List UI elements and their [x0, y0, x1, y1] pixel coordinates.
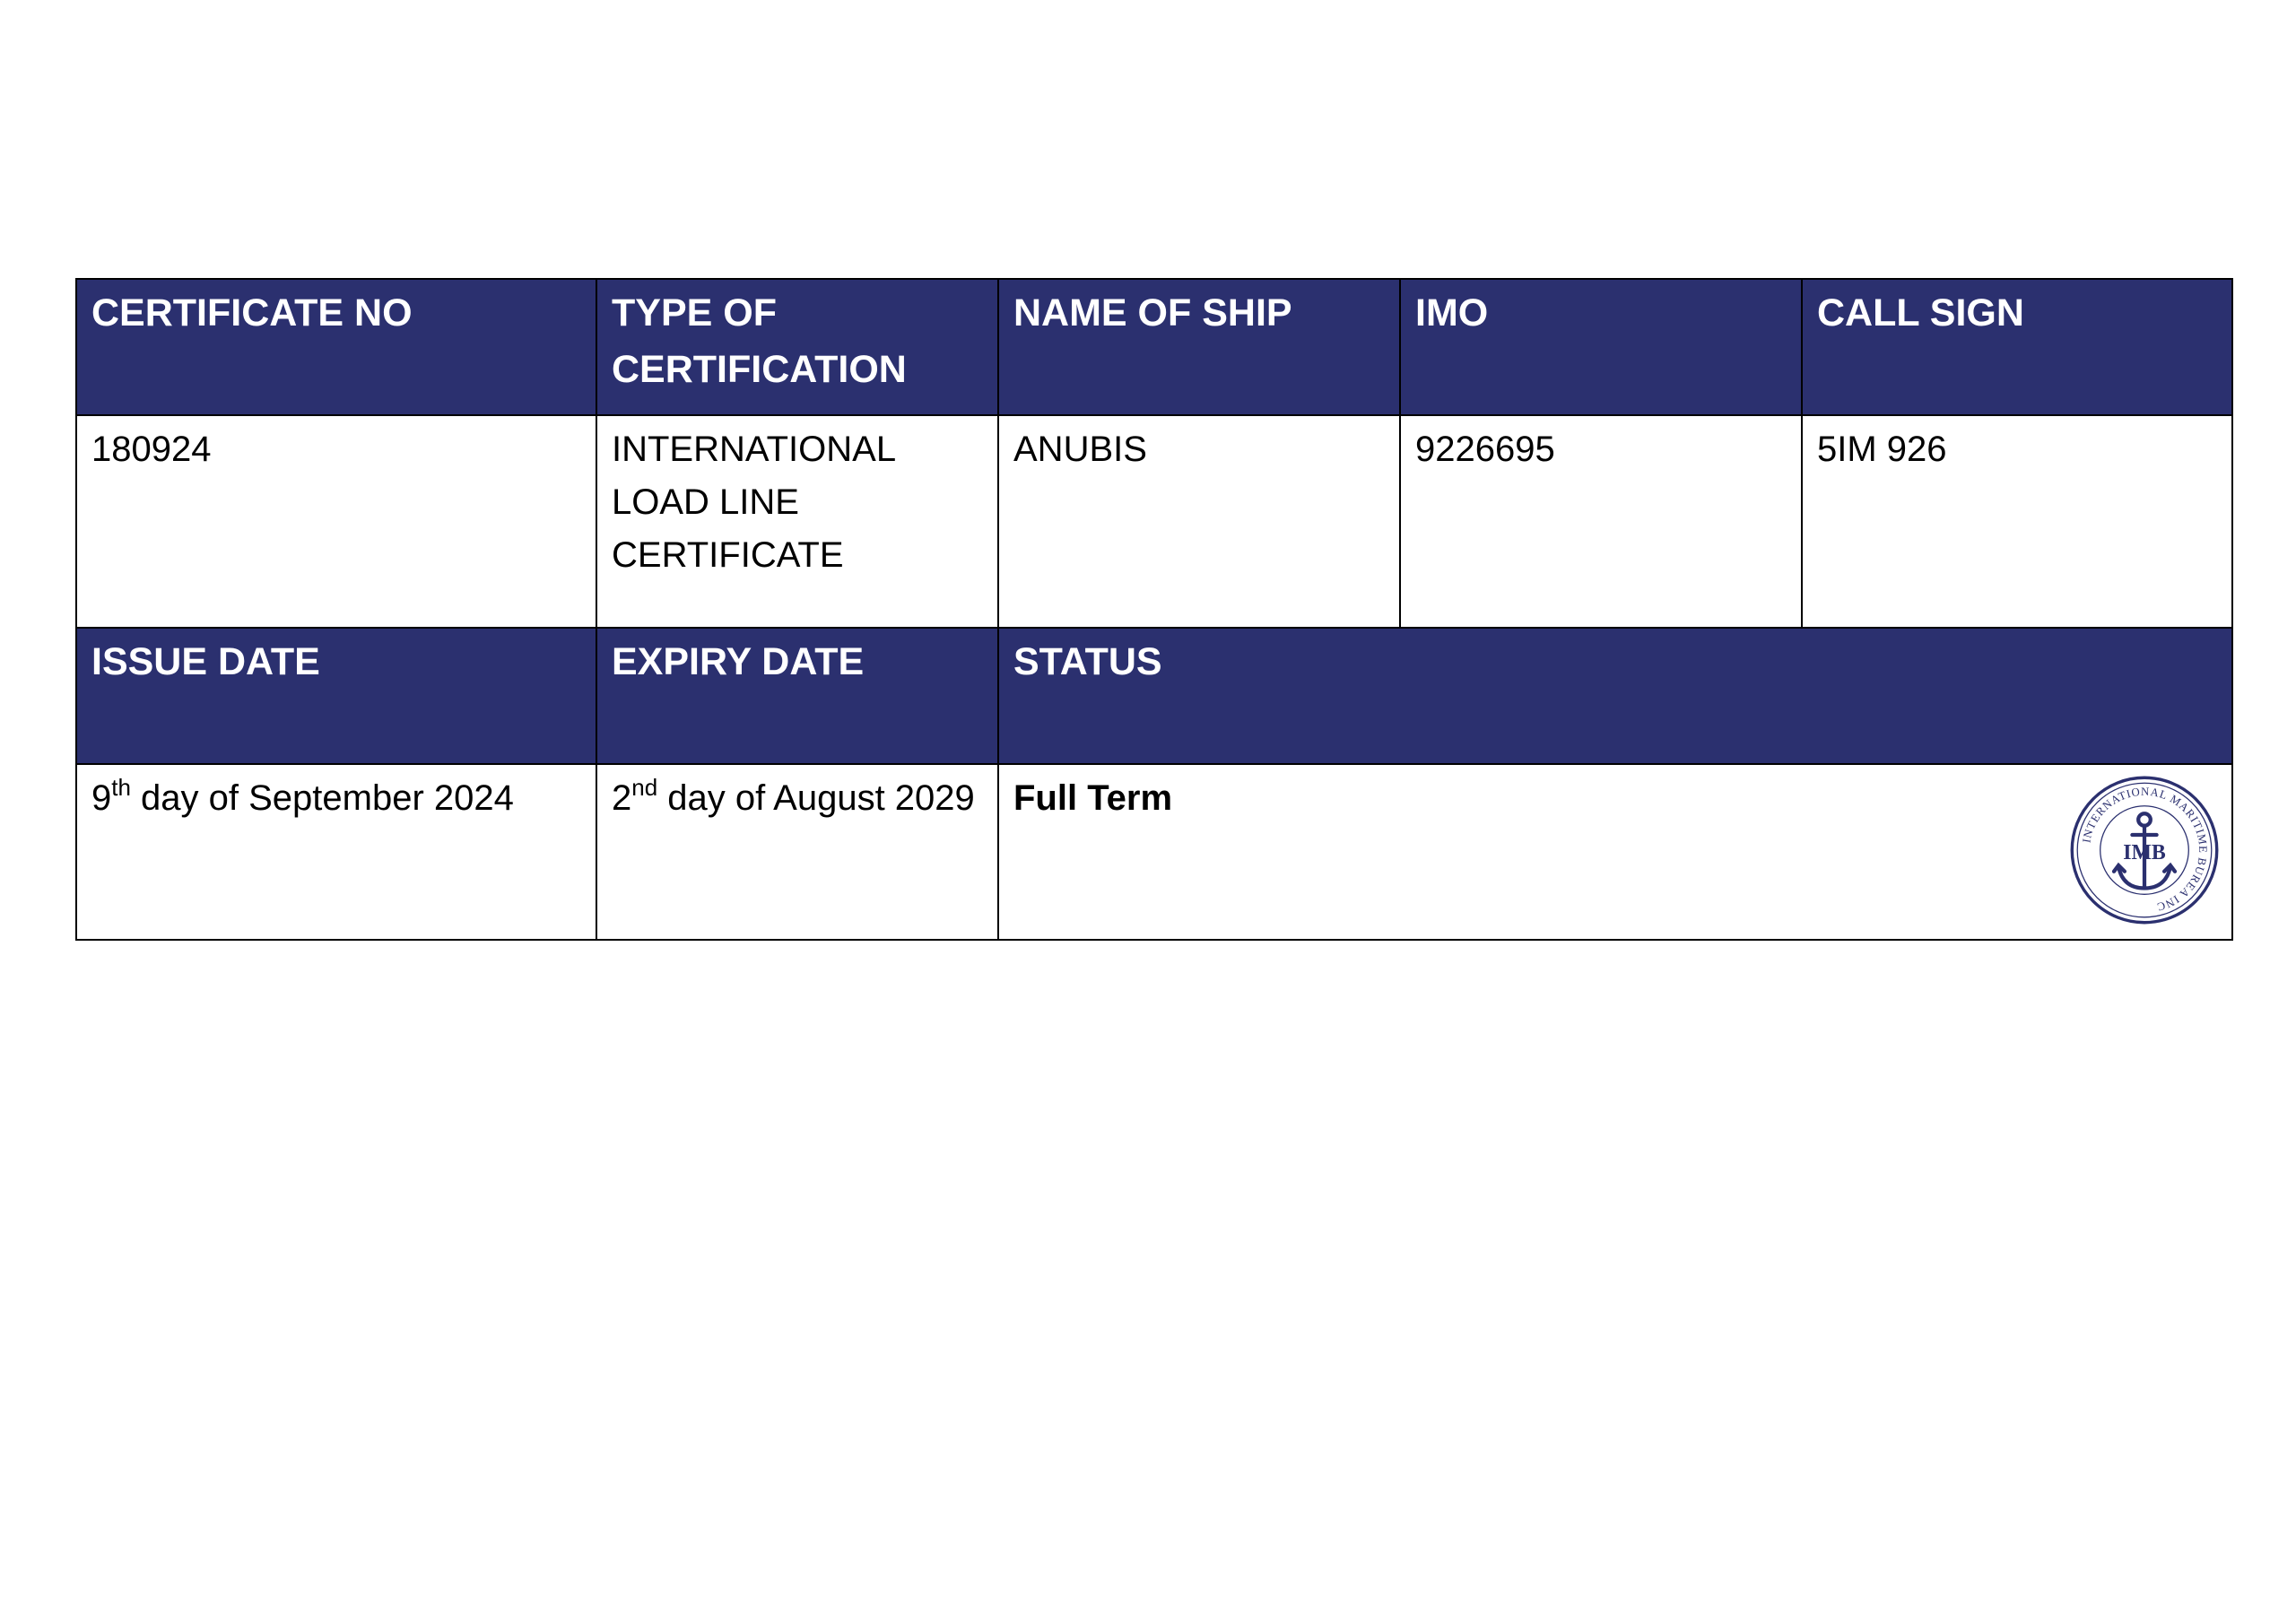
header-imo: IMO: [1400, 279, 1802, 415]
expiry-date-value: [596, 764, 998, 940]
svg-text:INTERNATIONAL MARITIME BUREA I: INTERNATIONAL MARITIME BUREA INC: [2080, 785, 2210, 914]
header-expiry-date: EXPIRY DATE: [596, 628, 998, 764]
expiry-day-suffix: nd: [631, 773, 658, 801]
header-issue-date: ISSUE DATE: [76, 628, 596, 764]
imb-seal: [2068, 774, 2221, 926]
header-call-sign: CALL SIGN: [1802, 279, 2232, 415]
header-certificate-no: CERTIFICATE NO: [76, 279, 596, 415]
status-value-cell: [998, 764, 2232, 940]
status-value: Full Term: [1013, 778, 1173, 818]
certificate-no-value: 180924: [76, 415, 596, 628]
issue-date-value: [76, 764, 596, 940]
issue-date-rest: day of September 2024: [130, 778, 514, 818]
value-row-1: [76, 415, 2232, 628]
call-sign-value: 5IM 926: [1802, 415, 2232, 628]
header-status: STATUS: [998, 628, 2232, 764]
type-of-certification-value: INTERNATIONAL LOAD LINE CERTIFICATE: [596, 415, 998, 628]
imo-value: 9226695: [1400, 415, 1802, 628]
issue-day-suffix: th: [111, 773, 131, 801]
issue-day: 9: [91, 778, 112, 818]
header-row-1: [76, 279, 2232, 415]
header-type-of-certification: TYPE OF CERTIFICATION: [596, 279, 998, 415]
expiry-date-rest: day of August 2029: [657, 778, 975, 818]
expiry-day: 2: [612, 778, 632, 818]
header-name-of-ship: NAME OF SHIP: [998, 279, 1400, 415]
seal-center-text: IMB: [2123, 841, 2166, 865]
name-of-ship-value: ANUBIS: [998, 415, 1400, 628]
certificate-table: [75, 278, 2233, 941]
header-row-2: [76, 628, 2232, 764]
value-row-2: [76, 764, 2232, 940]
